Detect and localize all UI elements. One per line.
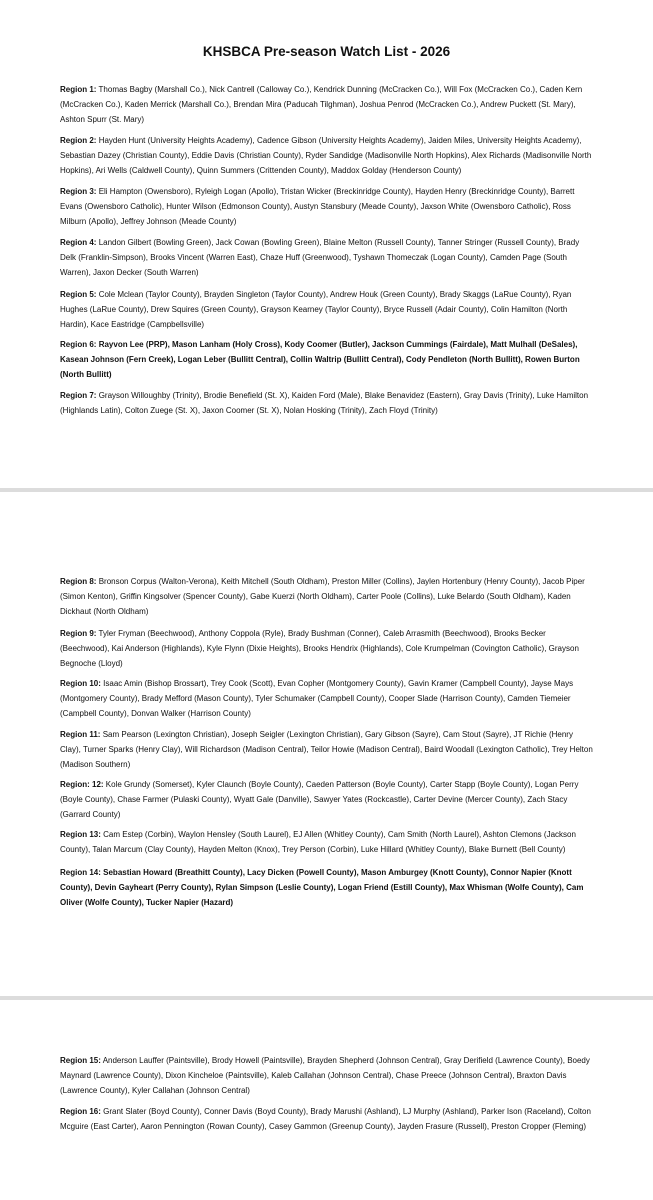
region-players: Hayden Hunt (University Heights Academy), Cadence Gibson (University Heights Academy), Jaiden Miles, University Heights Academy), Sebastian Dazey (Christian County), Eddie Davis (Christian County), Ryder Sandidge (Madisonville North Hopkins), Alex Richards (Madisonville North Hopkins), Ari Wells (Caldwell County), Quinn Summers (Crittenden County), Maddox Golday (Henderson County): [60, 136, 592, 175]
region-label: Region 13:: [60, 830, 101, 839]
region-8-entry: [60, 575, 595, 619]
region-label: Region 15:: [60, 1056, 101, 1065]
region-9-entry: [60, 627, 595, 671]
region-players: Landon Gilbert (Bowling Green), Jack Cowan (Bowling Green), Blaine Melton (Russell County), Tanner Stringer (Russell County), Brady Delk (Franklin-Simpson), Brooks Vincent (Warren East), Chaze Huff (Greenwood), Tyshawn Thomeczak (Logan County), Camden Page (South Warren), Jaxon Decker (South Warren): [60, 238, 580, 277]
region-players: Anderson Lauffer (Paintsville), Brody Howell (Paintsville), Brayden Shepherd (Johnson Central), Gray Derifield (Lawrence County), Boedy Maynard (Lawrence County), Dixon Kincheloe (Paintsville), Kaleb Callahan (Johnson Central), Chase Preece (Johnson Central), Braxton Davis (Lawrence County), Kyler Callahan (Johnson Central): [60, 1056, 590, 1095]
region-label: Region 2:: [60, 136, 97, 145]
region-players: Thomas Bagby (Marshall Co.), Nick Cantrell (Calloway Co.), Kendrick Dunning (McCracken Co.), Will Fox (McCracken Co.), Caden Kern (McCracken Co.), Kaden Merrick (Marshall Co.), Brendan Mira (Paducah Tilghman), Joshua Penrod (McCracken Co.), Andrew Puckett (St. Mary), Ashton Spurr (St. Mary): [60, 85, 583, 124]
region-players: Kole Grundy (Somerset), Kyler Claunch (Boyle County), Caeden Patterson (Boyle County), Carter Stapp (Boyle County), Logan Perry (Boyle County), Chase Farmer (Pulaski County), Wyatt Gale (Danville), Sawyer Yates (Rockcastle), Carter Devine (Mercer County), Zach Stacy (Garrard County): [60, 780, 579, 819]
region-players: Sebastian Howard (Breathitt County), Lacy Dicken (Powell County), Mason Amburgey (Knott County), Connor Napier (Knott County), Devin Gayheart (Perry County), Rylan Simpson (Leslie County), Logan Friend (Estill County), Max Whisman (Wolfe County), Cam Oliver (Wolfe County), Tucker Napier (Hazard): [60, 868, 584, 907]
region-players: Cam Estep (Corbin), Waylon Hensley (South Laurel), EJ Allen (Whitley County), Cam Smith (North Laurel), Ashton Clemons (Jackson County), Talan Marcum (Clay County), Hayden Melton (Knox), Trey Person (Corbin), Luke Hillard (Whitley County), Blake Burnett (Bell County): [60, 830, 576, 854]
region-6-entry: [60, 338, 595, 382]
region-players: Eli Hampton (Owensboro), Ryleigh Logan (Apollo), Tristan Wicker (Breckinridge County), Hayden Henry (Breckinridge County), Barrett Evans (Owensboro Catholic), Hunter Wilson (Edmonson County), Austyn Stansbury (Meade County), Jaxson White (Owensboro Catholic), Ross Milburn (Apollo), Jeffrey Johnson (Meade County): [60, 187, 575, 226]
region-4-entry: [60, 236, 595, 280]
document-page-2: [0, 492, 653, 996]
region-14-entry: [60, 866, 595, 910]
region-7-entry: [60, 389, 595, 419]
region-players: Sam Pearson (Lexington Christian), Joseph Seigler (Lexington Christian), Gary Gibson (Sayre), Cam Stout (Sayre), JT Richie (Henry Clay), Turner Sparks (Henry Clay), Will Richardson (Madison Central), Teilor Howie (Madison Central), Baird Woodall (Lexington Catholic), Trey Helton (Madison Southern): [60, 730, 593, 769]
region-2-entry: [60, 134, 595, 178]
region-label: Region 6:: [60, 340, 97, 349]
region-label: Region 4:: [60, 238, 97, 247]
region-label: Region 16:: [60, 1107, 101, 1116]
region-label: Region 10:: [60, 679, 101, 688]
document-page-1: [0, 0, 653, 488]
region-15-entry: [60, 1054, 595, 1098]
region-players: Grayson Willoughby (Trinity), Brodie Benefield (St. X), Kaiden Ford (Male), Blake Benavidez (Eastern), Gray Davis (Trinity), Luke Hamilton (Highlands Latin), Colton Zuege (St. X), Jaxon Coomer (St. X), Nolan Hosking (Trinity), Zach Floyd (Trinity): [60, 391, 589, 415]
region-players: Isaac Amin (Bishop Brossart), Trey Cook (Scott), Evan Copher (Montgomery County), Gavin Kramer (Campbell County), Jayse Mays (Montgomery County), Brady Mefford (Mason County), Tyler Schumaker (Campbell County), Cooper Slade (Harrison County), Camden Tiemeier (Campbell County), Donvan Walker (Harrison County): [60, 679, 574, 718]
region-label: Region: 12:: [60, 780, 104, 789]
region-label: Region 11:: [60, 730, 101, 739]
document-title: KHSBCA Pre-season Watch List - 2026: [202, 44, 451, 59]
region-13-entry: [60, 828, 595, 858]
region-5-entry: [60, 288, 595, 332]
region-label: Region 14:: [60, 868, 101, 877]
region-players: Bronson Corpus (Walton-Verona), Keith Mitchell (South Oldham), Preston Miller (Collins), Jaylen Hortenbury (Henry County), Jacob Piper (Simon Kenton), Griffin Kingsolver (Spencer County), Gabe Kuerzi (North Oldham), Carter Poole (Collins), Luke Belardo (South Oldham), Kaden Dickhaut (North Oldham): [60, 577, 585, 616]
region-players: Grant Slater (Boyd County), Conner Davis (Boyd County), Brady Marushi (Ashland), LJ Murphy (Ashland), Parker Ison (Raceland), Colton Mcguire (East Carter), Aaron Pennington (Rowan County), Casey Gammon (Greenup County), Jayden Frasure (Russell), Preston Cropper (Fleming): [60, 1107, 591, 1131]
region-10-entry: [60, 677, 595, 721]
region-players: Tyler Fryman (Beechwood), Anthony Coppola (Ryle), Brady Bushman (Conner), Caleb Arrasmith (Beechwood), Brooks Becker (Beechwood), Kai Anderson (Highlands), Kyle Flynn (Dixie Heights), Brooks Hendrix (Highlands), Cole Krumpelman (Covington Catholic), Grayson Begnoche (Lloyd): [60, 629, 579, 668]
region-11-entry: [60, 728, 595, 772]
region-3-entry: [60, 185, 595, 229]
region-12-entry: [60, 778, 595, 822]
document-page-3: [0, 1000, 653, 1200]
region-label: Region 7:: [60, 391, 97, 400]
region-players: Cole Mclean (Taylor County), Brayden Singleton (Taylor County), Andrew Houk (Green County), Brady Skaggs (LaRue County), Ryan Hughes (LaRue County), Drew Squires (Green County), Grayson Kearney (Taylor County), Bryce Russell (Adair County), Colin Hamilton (North Hardin), Kace Eastridge (Campbellsville): [60, 290, 572, 329]
region-1-entry: [60, 83, 595, 127]
region-label: Region 5:: [60, 290, 97, 299]
region-label: Region 8:: [60, 577, 97, 586]
region-16-entry: [60, 1105, 595, 1135]
region-label: Region 3:: [60, 187, 97, 196]
region-players: Rayvon Lee (PRP), Mason Lanham (Holy Cross), Kody Coomer (Butler), Jackson Cummings (Fairdale), Matt Mulhall (DeSales), Kasean Johnson (Fern Creek), Logan Leber (Bullitt Central), Collin Waltrip (Bullitt Central), Cody Pendleton (North Bullitt), Rowen Burton (North Bullitt): [60, 340, 580, 379]
region-label: Region 1:: [60, 85, 97, 94]
region-label: Region 9:: [60, 629, 97, 638]
